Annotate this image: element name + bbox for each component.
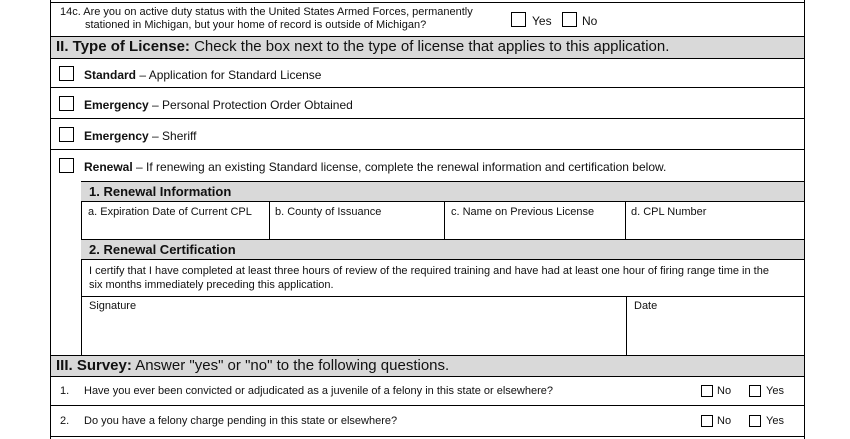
q14c-no-checkbox[interactable] xyxy=(562,12,577,27)
signature-label: Signature xyxy=(89,300,137,312)
survey-q2-number: 2. xyxy=(60,415,70,427)
survey-q1-no-checkbox[interactable] xyxy=(701,385,713,397)
county-of-issuance-field[interactable] xyxy=(270,202,444,239)
survey-q2-no-label: No xyxy=(717,415,732,427)
section3-title: III. Survey: xyxy=(56,357,132,374)
divider xyxy=(51,436,804,437)
standard-license-label: Standard – Application for Standard License xyxy=(84,68,322,82)
emergency-sheriff-label: Emergency – Sheriff xyxy=(84,129,197,143)
section-survey-heading xyxy=(51,355,804,377)
section-type-of-license-heading xyxy=(51,36,804,59)
divider xyxy=(51,87,804,88)
renewal-information-heading: 1. Renewal Information xyxy=(81,181,804,202)
date-field[interactable] xyxy=(627,297,804,355)
expiration-date-label: a. Expiration Date of Current CPL xyxy=(88,206,252,218)
q14c-yes-checkbox[interactable] xyxy=(511,12,526,27)
divider xyxy=(51,149,804,150)
survey-q2-yes-label: Yes xyxy=(766,415,784,427)
q14c-text-2: stationed in Michigan, but your home of record is outside of Michigan? xyxy=(85,19,427,31)
divider xyxy=(269,202,270,239)
q14c-yes-label: Yes xyxy=(532,14,552,28)
emergency-ppo-checkbox[interactable] xyxy=(59,96,74,111)
q14c-text-1: 14c. Are you on active duty status with the United States Armed Forces, permanently xyxy=(60,6,473,18)
renewal-certification-heading: 2. Renewal Certification xyxy=(81,239,804,260)
section2-instructions: Check the box next to the type of license that applies to this application. xyxy=(189,38,670,55)
expiration-date-field[interactable] xyxy=(82,202,269,239)
divider xyxy=(444,202,445,239)
standard-license-checkbox[interactable] xyxy=(59,66,74,81)
survey-q2-no-checkbox[interactable] xyxy=(701,415,713,427)
signature-field[interactable] xyxy=(82,297,625,355)
divider xyxy=(51,118,804,119)
survey-q1-yes-label: Yes xyxy=(766,385,784,397)
q14c-no-label: No xyxy=(582,14,598,28)
section3-instructions: Answer "yes" or "no" to the following questions. xyxy=(131,357,450,374)
name-on-previous-license-field[interactable] xyxy=(445,202,625,239)
divider xyxy=(51,405,804,406)
survey-q1-yes-checkbox[interactable] xyxy=(749,385,761,397)
renewal-checkbox[interactable] xyxy=(59,158,74,173)
certification-text-1: I certify that I have completed at least three hours of review of the required training and have had at least one hour of firing range time in the xyxy=(89,265,769,277)
divider xyxy=(51,2,804,3)
survey-q2-text: Do you have a felony charge pending in this state or elsewhere? xyxy=(84,415,398,427)
emergency-sheriff-checkbox[interactable] xyxy=(59,127,74,142)
survey-q1-text: Have you ever been convicted or adjudicated as a juvenile of a felony in this state or elsewhere? xyxy=(84,385,554,397)
cpl-number-label: d. CPL Number xyxy=(631,206,707,218)
emergency-ppo-label: Emergency – Personal Protection Order Obtained xyxy=(84,98,353,112)
survey-q1-number: 1. xyxy=(60,385,70,397)
survey-q1-no-label: No xyxy=(717,385,732,397)
survey-q2-yes-checkbox[interactable] xyxy=(749,415,761,427)
renewal-label: Renewal – If renewing an existing Standard license, complete the renewal information and certification below. xyxy=(84,160,667,174)
county-of-issuance-label: b. County of Issuance xyxy=(275,206,382,218)
date-label: Date xyxy=(634,300,658,312)
certification-text-2: six months immediately preceding this application. xyxy=(89,279,334,291)
name-on-previous-license-label: c. Name on Previous License xyxy=(451,206,595,218)
cpl-number-field[interactable] xyxy=(626,202,804,239)
section2-title: II. Type of License: xyxy=(56,38,190,55)
license-application-form xyxy=(50,0,805,439)
divider xyxy=(625,202,626,239)
